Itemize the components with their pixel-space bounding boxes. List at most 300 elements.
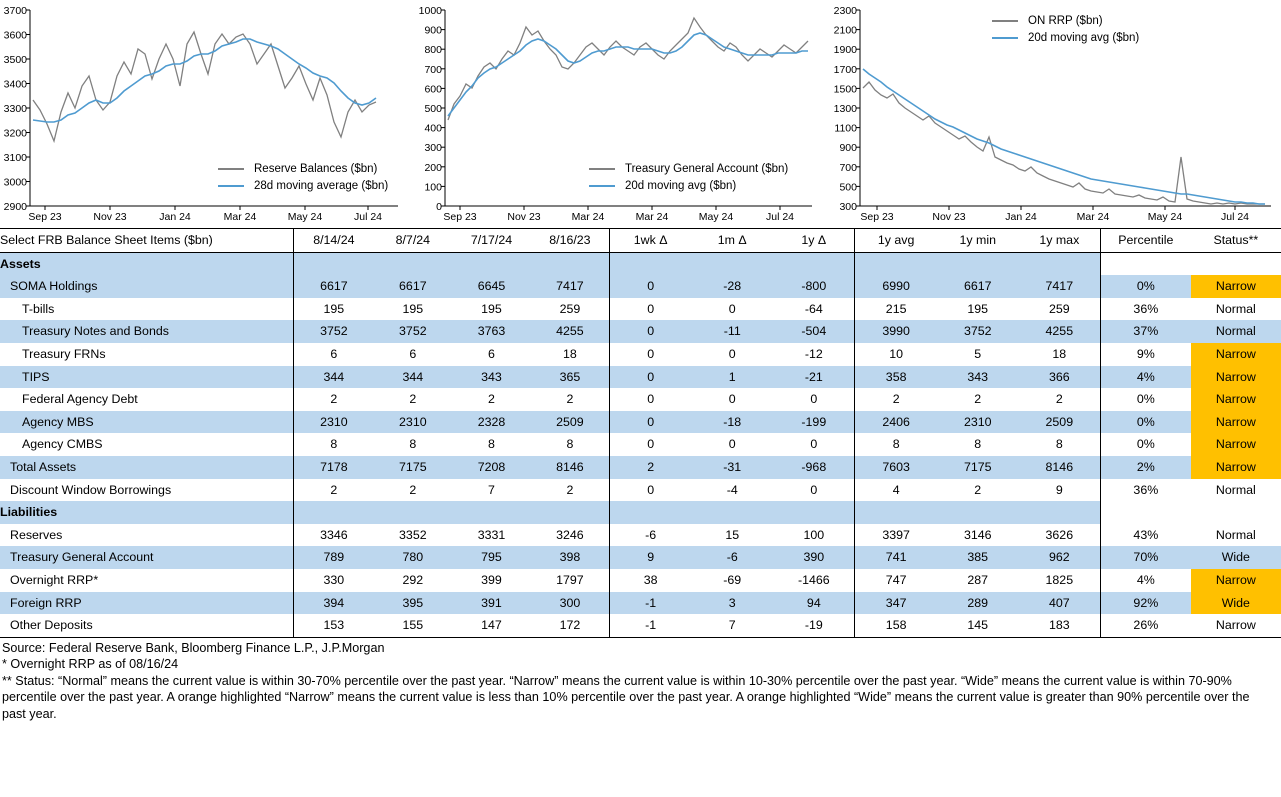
svg-text:500: 500 — [424, 103, 442, 115]
val-1y: -199 — [773, 411, 855, 434]
table-row — [0, 479, 1281, 502]
svg-text:900: 900 — [424, 24, 442, 37]
val-8-16-23: 172 — [531, 614, 610, 637]
svg-text:2100: 2100 — [833, 24, 857, 37]
val-percentile: 4% — [1100, 366, 1190, 389]
chart-on-rrp — [827, 0, 1281, 228]
table-section-filler — [452, 252, 531, 275]
val-8-7-24: 155 — [373, 614, 452, 637]
legend-item — [218, 162, 388, 176]
val-1y: -12 — [804, 346, 823, 361]
table-row — [0, 275, 1281, 298]
val-8-16-23: 2509 — [531, 411, 610, 434]
val-percentile: 2% — [1100, 456, 1190, 479]
table-section-filler — [373, 252, 452, 275]
svg-text:Jul 24: Jul 24 — [1220, 211, 1250, 223]
val-1y-avg: 215 — [855, 298, 937, 321]
row-label: Federal Agency Debt — [22, 392, 138, 407]
val-1y: 0 — [810, 437, 818, 452]
val-1y: -968 — [773, 456, 855, 479]
val-percentile: 0% — [1100, 388, 1190, 411]
val-1y-min: 145 — [937, 614, 1019, 637]
col-header-percentile: Percentile — [1100, 229, 1190, 253]
table-row — [0, 298, 1281, 321]
footnotes — [0, 638, 1276, 723]
val-1y: -21 — [773, 366, 855, 389]
svg-text:Sep 23: Sep 23 — [28, 211, 62, 223]
svg-text:Nov 23: Nov 23 — [507, 211, 541, 223]
row-label: T-bills — [22, 301, 55, 316]
val-1m: -18 — [691, 411, 773, 434]
status-badge: Normal — [1191, 320, 1281, 343]
col-header-1ymax: 1y max — [1019, 229, 1101, 253]
row-label: Treasury FRNs — [22, 346, 106, 361]
status-badge: Narrow — [1191, 343, 1281, 366]
val-1wk: -1 — [610, 592, 692, 615]
legend-item — [218, 179, 388, 193]
svg-text:3500: 3500 — [3, 54, 27, 66]
val-7-17-24: 399 — [481, 572, 502, 587]
val-1wk: 0 — [610, 343, 692, 366]
val-8-14-24: 195 — [294, 298, 374, 321]
val-8-16-23: 8 — [566, 437, 574, 452]
val-8-7-24: 344 — [373, 366, 452, 389]
svg-text:Jan 24: Jan 24 — [159, 211, 191, 223]
svg-text:Sep 23: Sep 23 — [860, 211, 894, 223]
table-section-filler — [1019, 252, 1101, 275]
svg-text:1300: 1300 — [833, 103, 857, 115]
val-8-14-24: 6 — [294, 343, 374, 366]
svg-text:May 24: May 24 — [287, 211, 323, 223]
val-percentile: 43% — [1100, 524, 1190, 547]
legend-swatch-grey — [218, 168, 244, 170]
status-badge: Narrow — [1191, 366, 1281, 389]
val-8-14-24: 3752 — [294, 320, 374, 343]
svg-text:300: 300 — [839, 201, 857, 213]
val-1y-min: 289 — [937, 592, 1019, 615]
status-badge: Narrow — [1191, 275, 1281, 298]
val-1m: 0 — [728, 346, 736, 361]
svg-text:700: 700 — [424, 63, 442, 76]
table-row — [0, 592, 1281, 615]
val-1wk: 0 — [610, 320, 692, 343]
svg-text:Jan 24: Jan 24 — [1005, 211, 1037, 223]
col-header-d3: 7/17/24 — [452, 229, 531, 253]
val-percentile: 4% — [1100, 569, 1190, 592]
table-section-filler — [937, 252, 1019, 275]
val-1y-min: 5 — [974, 346, 982, 361]
table-section-filler — [773, 252, 855, 275]
svg-text:1100: 1100 — [834, 122, 857, 135]
source-line: Source: Federal Reserve Bank, Bloomberg Finance L.P., J.P.Morgan — [2, 640, 385, 655]
table-row — [0, 614, 1281, 637]
table-section-filler — [855, 252, 937, 275]
val-7-17-24: 195 — [481, 301, 502, 316]
val-8-14-24: 153 — [294, 614, 374, 637]
svg-text:300: 300 — [424, 142, 442, 155]
val-1m: -69 — [723, 572, 742, 587]
val-7-17-24: 2328 — [452, 411, 531, 434]
val-1wk: 0 — [610, 479, 692, 502]
val-1y-max: 18 — [1052, 346, 1067, 361]
svg-text:1000: 1000 — [418, 5, 442, 17]
chart-3-legend — [992, 14, 1139, 48]
val-1m: 0 — [728, 392, 736, 407]
val-1y-max: 183 — [1019, 614, 1101, 637]
val-1y-max: 3626 — [1045, 527, 1074, 542]
status-badge: Narrow — [1191, 433, 1281, 456]
svg-text:3000: 3000 — [3, 176, 27, 189]
svg-text:3300: 3300 — [3, 103, 27, 115]
val-1y: -64 — [804, 301, 823, 316]
col-header-d4: 8/16/23 — [531, 229, 610, 253]
val-1wk: -6 — [610, 524, 692, 547]
svg-text:Jul 24: Jul 24 — [765, 211, 795, 223]
val-7-17-24: 7 — [488, 482, 495, 497]
val-8-7-24: 2 — [409, 392, 417, 407]
row-label: Overnight RRP* — [10, 572, 99, 587]
table-section-filler — [531, 501, 610, 524]
val-1m: 1 — [691, 366, 773, 389]
svg-text:3600: 3600 — [3, 29, 27, 42]
svg-text:400: 400 — [424, 122, 442, 135]
row-label: Other Deposits — [0, 614, 294, 637]
table-row — [0, 569, 1281, 592]
legend-item — [589, 162, 788, 176]
svg-text:Nov 23: Nov 23 — [93, 211, 127, 223]
table-row — [0, 411, 1281, 434]
val-8-14-24: 8 — [294, 433, 374, 456]
row-label: Agency MBS — [0, 411, 294, 434]
table-section-filler — [1019, 501, 1101, 524]
val-7-17-24: 6 — [488, 346, 495, 361]
table-section-filler — [855, 501, 937, 524]
val-1y-max: 2509 — [1019, 411, 1101, 434]
val-1y-min: 195 — [967, 301, 989, 316]
val-8-7-24: 292 — [402, 572, 424, 587]
val-1wk: 0 — [610, 298, 692, 321]
status-badge: Narrow — [1191, 456, 1281, 479]
val-1y-min: 6617 — [937, 275, 1019, 298]
table-section-row — [0, 501, 1281, 524]
balance-sheet-table — [0, 228, 1281, 638]
legend-label: 28d moving average ($bn) — [254, 180, 389, 192]
status-badge: Narrow — [1191, 614, 1281, 637]
val-8-16-23: 300 — [531, 592, 610, 615]
val-1m: -28 — [691, 275, 773, 298]
val-1y-max: 8 — [1055, 437, 1063, 452]
val-1wk: 0 — [610, 275, 692, 298]
val-1y-avg: 347 — [855, 592, 937, 615]
col-header-1yavg: 1y avg — [855, 229, 937, 253]
val-7-17-24: 2 — [488, 392, 495, 407]
legend-swatch-grey — [589, 168, 615, 170]
table-section-filler — [610, 252, 692, 275]
val-1y-min: 3752 — [937, 320, 1019, 343]
val-1y: 390 — [773, 546, 855, 569]
val-1wk: -1 — [610, 614, 692, 637]
val-8-7-24: 6617 — [373, 275, 452, 298]
status-badge: Wide — [1191, 592, 1281, 615]
val-7-17-24: 7208 — [452, 456, 531, 479]
row-label: Foreign RRP — [0, 592, 294, 615]
val-1y-max: 366 — [1019, 366, 1101, 389]
val-8-14-24: 2 — [294, 479, 374, 502]
val-8-16-23: 2 — [566, 482, 574, 497]
svg-text:3400: 3400 — [3, 78, 27, 91]
val-1m: 7 — [691, 614, 773, 637]
val-8-7-24: 2 — [409, 482, 417, 497]
val-8-14-24: 394 — [294, 592, 374, 615]
col-header-title: Select FRB Balance Sheet Items ($bn) — [0, 229, 294, 253]
val-8-14-24: 7178 — [294, 456, 374, 479]
svg-text:May 24: May 24 — [698, 211, 734, 223]
val-percentile: 9% — [1100, 343, 1190, 366]
legend-label: Reserve Balances ($bn) — [254, 163, 378, 175]
val-8-16-23: 4255 — [531, 320, 610, 343]
svg-text:3200: 3200 — [3, 127, 27, 140]
table-section-filler — [937, 501, 1019, 524]
val-7-17-24: 343 — [452, 366, 531, 389]
val-8-16-23: 398 — [531, 546, 610, 569]
status-badge: Normal — [1215, 527, 1256, 542]
note-overnight-rrp: * Overnight RRP as of 08/16/24 — [2, 657, 179, 672]
svg-text:200: 200 — [424, 161, 442, 174]
svg-text:Nov 23: Nov 23 — [932, 211, 966, 223]
val-8-7-24: 2310 — [373, 411, 452, 434]
table-row — [0, 343, 1281, 366]
val-1y-min: 2310 — [937, 411, 1019, 434]
val-8-14-24: 6617 — [294, 275, 374, 298]
svg-text:1500: 1500 — [833, 83, 857, 96]
val-8-16-23: 365 — [531, 366, 610, 389]
val-1y-min: 2 — [974, 482, 982, 497]
val-8-16-23: 3246 — [556, 527, 584, 542]
table-section-filler — [373, 501, 452, 524]
val-1y-max: 8146 — [1019, 456, 1101, 479]
val-1y: 100 — [803, 527, 825, 542]
val-1y: -504 — [773, 320, 855, 343]
row-label: TIPS — [0, 366, 294, 389]
row-label: Reserves — [10, 527, 63, 542]
val-7-17-24: 3763 — [452, 320, 531, 343]
svg-text:3700: 3700 — [3, 5, 27, 17]
val-1y: -1466 — [797, 572, 830, 587]
legend-label: Treasury General Account ($bn) — [625, 163, 789, 175]
val-1m: -31 — [691, 456, 773, 479]
val-7-17-24: 3331 — [477, 527, 506, 542]
val-1wk: 0 — [610, 388, 692, 411]
status-badge: Normal — [1215, 482, 1256, 497]
legend-label: ON RRP ($bn) — [1028, 15, 1103, 27]
col-header-d1: 8/14/24 — [294, 229, 374, 253]
val-1m: -4 — [726, 482, 738, 497]
table-row — [0, 388, 1281, 411]
row-label: Discount Window Borrowings — [10, 482, 172, 497]
legend-swatch-grey — [992, 20, 1018, 22]
col-header-status: Status** — [1191, 229, 1281, 253]
svg-text:Sep 23: Sep 23 — [443, 211, 477, 223]
val-1y-avg: 358 — [855, 366, 937, 389]
val-1y-min: 343 — [937, 366, 1019, 389]
svg-text:Mar 24: Mar 24 — [223, 211, 257, 223]
val-1y-avg: 3990 — [855, 320, 937, 343]
val-1y-avg: 10 — [855, 343, 937, 366]
val-1y-avg: 4 — [855, 479, 937, 502]
legend-swatch-blue — [589, 185, 615, 187]
val-1y: 94 — [773, 592, 855, 615]
table-row — [0, 456, 1281, 479]
chart-2-legend — [589, 162, 788, 196]
legend-label: 20d moving avg ($bn) — [1028, 32, 1140, 44]
status-badge: Narrow — [1191, 411, 1281, 434]
table-section-filler — [1100, 501, 1190, 524]
legend-swatch-blue — [992, 37, 1018, 39]
val-1y-avg: 747 — [855, 569, 937, 592]
val-1wk: 0 — [610, 411, 692, 434]
table-row — [0, 366, 1281, 389]
val-8-7-24: 780 — [373, 546, 452, 569]
table-section-header: Assets — [0, 252, 294, 275]
val-1y-avg: 3397 — [855, 524, 937, 547]
val-1y-max: 1825 — [1045, 572, 1074, 587]
val-1wk: 0 — [610, 366, 692, 389]
val-8-16-23: 2 — [566, 392, 574, 407]
val-8-16-23: 8146 — [531, 456, 610, 479]
val-7-17-24: 8 — [488, 437, 495, 452]
val-8-14-24: 2310 — [294, 411, 374, 434]
val-7-17-24: 6645 — [452, 275, 531, 298]
row-label: Treasury Notes and Bonds — [0, 320, 294, 343]
val-1y-max: 7417 — [1019, 275, 1101, 298]
chart-reserve-balances — [0, 0, 412, 228]
val-1y-max: 259 — [1048, 301, 1070, 316]
table-section-filler — [294, 252, 374, 275]
table-row — [0, 546, 1281, 569]
svg-text:Jul 24: Jul 24 — [353, 211, 383, 223]
val-1y-max: 4255 — [1019, 320, 1101, 343]
svg-text:700: 700 — [839, 161, 857, 174]
val-8-7-24: 8 — [409, 437, 417, 452]
val-percentile: 26% — [1100, 614, 1190, 637]
val-1y-avg: 2 — [855, 388, 937, 411]
val-1y-min: 2 — [974, 392, 982, 407]
val-percentile: 70% — [1100, 546, 1190, 569]
val-8-14-24: 789 — [294, 546, 374, 569]
status-badge: Normal — [1215, 301, 1256, 316]
table-header-row — [0, 229, 1281, 253]
val-8-7-24: 395 — [373, 592, 452, 615]
status-badge: Narrow — [1191, 388, 1281, 411]
val-1y: 0 — [810, 482, 818, 497]
status-badge: Narrow — [1191, 569, 1281, 592]
table-row — [0, 320, 1281, 343]
val-1y-min: 385 — [937, 546, 1019, 569]
svg-text:Mar 24: Mar 24 — [1076, 211, 1110, 223]
table-body — [0, 252, 1281, 637]
svg-text:900: 900 — [839, 142, 857, 155]
svg-text:0: 0 — [436, 201, 442, 213]
val-1m: -11 — [691, 320, 773, 343]
val-1y-min: 3146 — [963, 527, 992, 542]
svg-text:3100: 3100 — [3, 152, 27, 164]
table-section-header: Liabilities — [0, 501, 294, 524]
val-1y-avg: 2406 — [855, 411, 937, 434]
val-percentile: 37% — [1100, 320, 1190, 343]
val-percentile: 0% — [1100, 275, 1190, 298]
val-1wk: 2 — [610, 456, 692, 479]
svg-text:May 24: May 24 — [1147, 211, 1183, 223]
val-1wk: 38 — [610, 569, 692, 592]
col-header-1y: 1y Δ — [773, 229, 855, 253]
svg-text:600: 600 — [424, 83, 442, 96]
svg-text:500: 500 — [839, 181, 857, 194]
table-section-filler — [531, 252, 610, 275]
col-header-1ymin: 1y min — [937, 229, 1019, 253]
val-percentile: 36% — [1100, 298, 1190, 321]
table-section-filler — [610, 501, 692, 524]
svg-text:Mar 24: Mar 24 — [571, 211, 605, 223]
val-1y-max: 2 — [1055, 392, 1063, 407]
val-8-14-24: 3346 — [294, 524, 374, 547]
val-1y-max: 407 — [1019, 592, 1101, 615]
chart-1-legend — [218, 162, 388, 196]
val-8-7-24: 3752 — [373, 320, 452, 343]
svg-text:Mar 24: Mar 24 — [635, 211, 669, 223]
val-1y: -800 — [773, 275, 855, 298]
legend-label: 20d moving avg ($bn) — [625, 180, 737, 192]
val-7-17-24: 391 — [452, 592, 531, 615]
val-8-14-24: 330 — [294, 569, 374, 592]
val-1y-min: 8 — [974, 437, 982, 452]
val-percentile: 0% — [1100, 411, 1190, 434]
val-8-16-23: 1797 — [556, 572, 584, 587]
val-1y-avg: 158 — [855, 614, 937, 637]
svg-text:1900: 1900 — [833, 44, 857, 57]
val-1wk: 0 — [610, 433, 692, 456]
val-8-7-24: 3352 — [399, 527, 427, 542]
row-label: Total Assets — [0, 456, 294, 479]
charts-row — [0, 0, 1281, 228]
val-1y-min: 7175 — [937, 456, 1019, 479]
val-1y: -19 — [773, 614, 855, 637]
row-label: Agency CMBS — [22, 437, 103, 452]
val-1m: -6 — [691, 546, 773, 569]
col-header-d2: 8/7/24 — [373, 229, 452, 253]
status-badge: Wide — [1191, 546, 1281, 569]
val-7-17-24: 795 — [452, 546, 531, 569]
val-1y-max: 962 — [1019, 546, 1101, 569]
table-section-filler — [773, 501, 855, 524]
note-status-definition: ** Status: “Normal” means the current value is within 30-70% percentile over the past year. “Narrow” means the current value is within 10-30% percentile over the past year. “Wide” means the current value is within 70-90% percentile over the past year. A orange highlighted “Narrow” means the current value is less than 10% percentile over the past year. A orange highlighted “Wide” means the current value is greater than 90% percentile over the past year. — [2, 673, 1250, 721]
val-1y-min: 287 — [967, 572, 989, 587]
svg-text:1700: 1700 — [833, 63, 857, 76]
val-8-16-23: 7417 — [531, 275, 610, 298]
table-section-filler — [691, 252, 773, 275]
val-1y-avg: 8 — [855, 433, 937, 456]
val-7-17-24: 147 — [452, 614, 531, 637]
svg-text:2900: 2900 — [3, 201, 27, 213]
table-section-filler — [1191, 252, 1281, 275]
val-percentile: 92% — [1100, 592, 1190, 615]
val-1m: 15 — [725, 527, 740, 542]
val-1y-max: 9 — [1055, 482, 1063, 497]
val-8-16-23: 259 — [559, 301, 581, 316]
svg-text:2300: 2300 — [833, 5, 857, 17]
table-section-row — [0, 252, 1281, 275]
table-section-filler — [452, 501, 531, 524]
val-1y-avg: 6990 — [855, 275, 937, 298]
